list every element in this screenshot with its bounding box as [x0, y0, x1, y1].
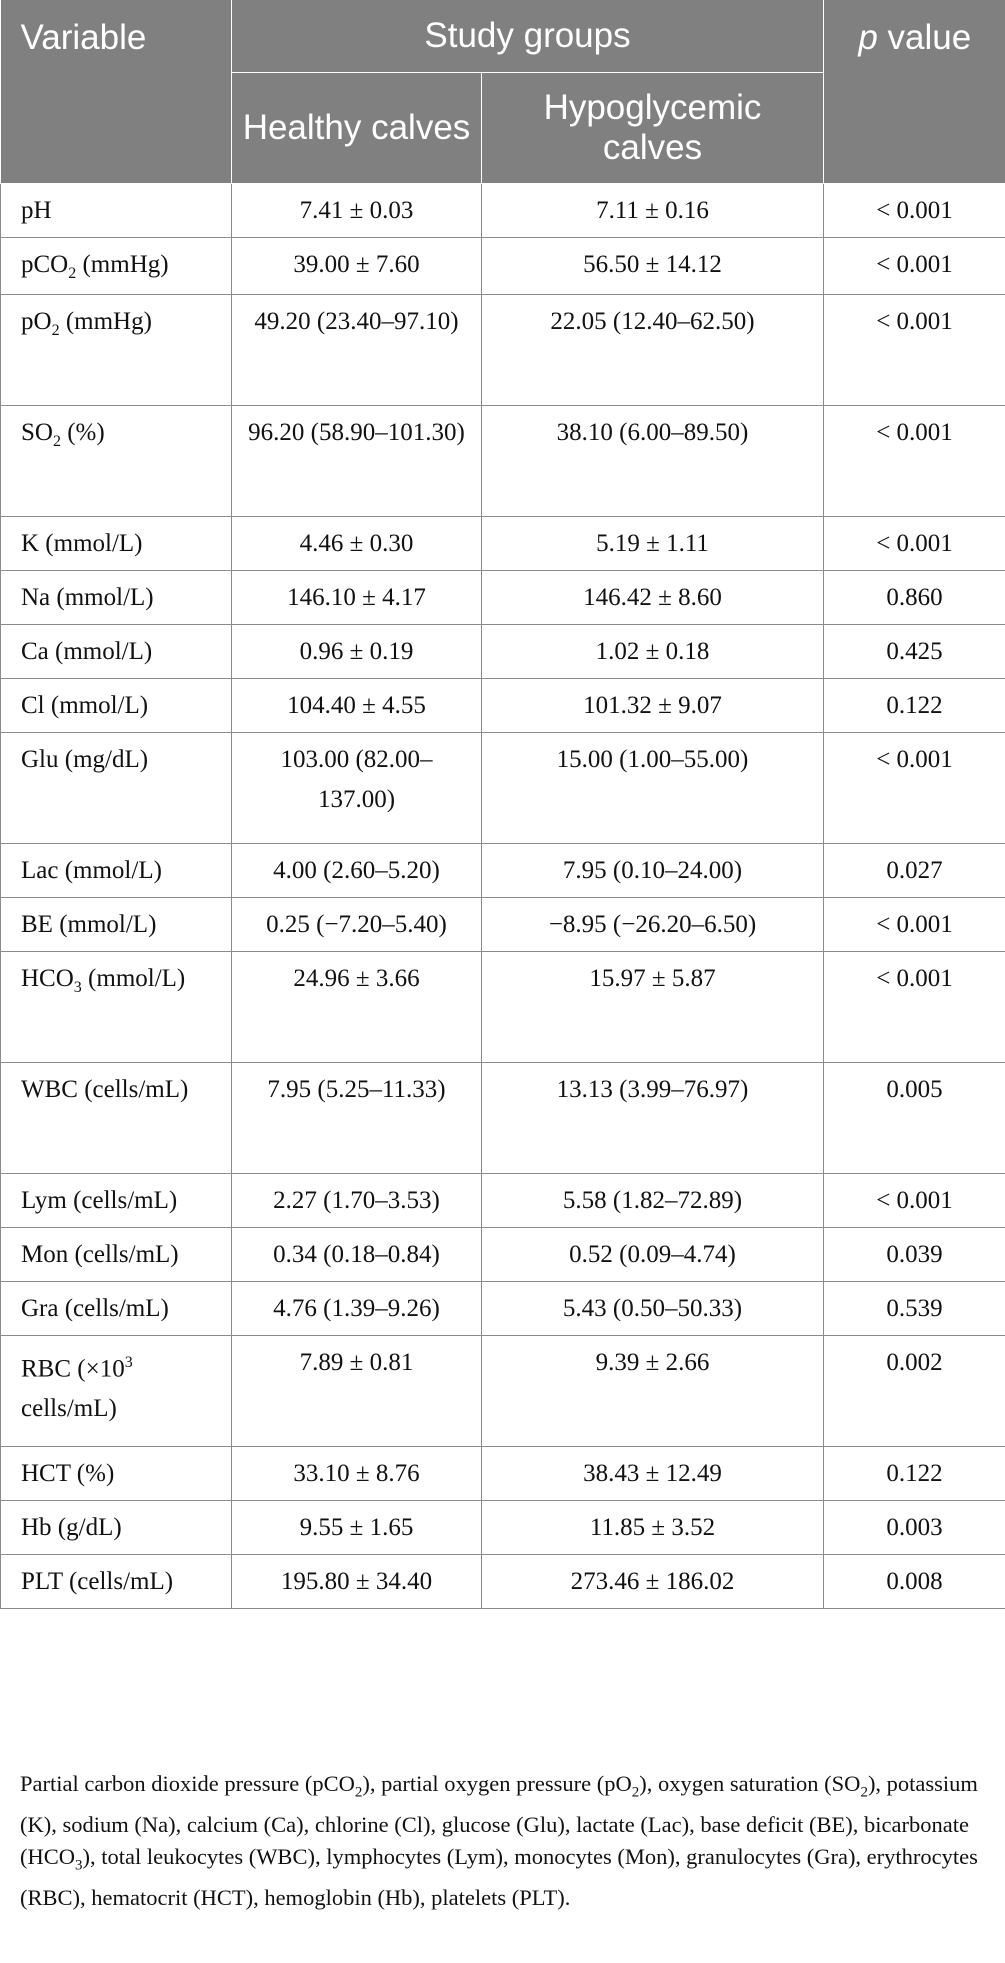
p-value-cell: 0.860	[824, 571, 1005, 625]
variable-cell	[1, 184, 232, 238]
variable-cell	[1, 1174, 232, 1228]
hypoglycemic-value-cell: 0.52 (0.09–4.74)	[482, 1228, 824, 1282]
variable-unit: (mmHg)	[59, 308, 152, 335]
variable-name: PLT (cells/mL)	[21, 1568, 174, 1595]
p-value-cell: < 0.001	[824, 1174, 1005, 1228]
variable-cell	[1, 517, 232, 571]
header-hypoglycemic-calves: Hypoglycemic calves	[482, 73, 824, 184]
variable-name: Cl (mmol/L)	[21, 692, 149, 719]
table-row	[1, 1447, 1005, 1501]
header-variable: Variable	[1, 0, 232, 184]
hypoglycemic-value-cell: 1.02 ± 0.18	[482, 625, 824, 679]
variable-cell	[1, 1447, 232, 1501]
variable-name: pCO	[21, 251, 69, 278]
table-row	[1, 295, 1005, 406]
table-row	[1, 1063, 1005, 1174]
variable-name: HCT (%)	[21, 1460, 115, 1487]
p-value-cell: 0.003	[824, 1501, 1005, 1555]
p-value-cell: 0.039	[824, 1228, 1005, 1282]
header-p-word: value	[877, 18, 972, 57]
hypoglycemic-value-cell: 273.46 ± 186.02	[482, 1555, 824, 1609]
footnote-subscript: 2	[631, 1784, 640, 1801]
p-value-cell: < 0.001	[824, 406, 1005, 517]
table-header	[1, 0, 1005, 184]
variable-unit: cells/mL)	[21, 1395, 117, 1423]
healthy-value-cell: 104.40 ± 4.55	[232, 679, 482, 733]
variable-unit: (mmHg)	[76, 251, 169, 278]
hypoglycemic-value-cell: 5.19 ± 1.11	[482, 517, 824, 571]
p-value-cell: 0.425	[824, 625, 1005, 679]
table-row	[1, 406, 1005, 517]
footnote-subscript: 2	[860, 1784, 868, 1801]
p-value-cell: 0.002	[824, 1336, 1005, 1447]
variable-name: pO	[21, 308, 52, 335]
hypoglycemic-value-cell: 5.58 (1.82–72.89)	[482, 1174, 824, 1228]
variable-cell	[1, 1228, 232, 1282]
variable-subscript: 2	[68, 265, 77, 282]
variable-cell	[1, 898, 232, 952]
healthy-value-cell: 4.00 (2.60–5.20)	[232, 844, 482, 898]
variable-name: Lac (mmol/L)	[21, 857, 162, 884]
p-value-cell: < 0.001	[824, 733, 1005, 844]
p-value-cell: < 0.001	[824, 898, 1005, 952]
table-row	[1, 571, 1005, 625]
p-value-cell: < 0.001	[824, 238, 1005, 295]
healthy-value-cell: 2.27 (1.70–3.53)	[232, 1174, 482, 1228]
table-row	[1, 1501, 1005, 1555]
variable-unit: (%)	[60, 419, 105, 446]
table-row	[1, 1228, 1005, 1282]
header-healthy-calves: Healthy calves	[232, 73, 482, 184]
hypoglycemic-value-cell: 9.39 ± 2.66	[482, 1336, 824, 1447]
variable-cell	[1, 406, 232, 517]
healthy-value-cell: 103.00 (82.00–137.00)	[232, 733, 482, 844]
table-row	[1, 1336, 1005, 1447]
healthy-value-cell: 96.20 (58.90–101.30)	[232, 406, 482, 517]
table-row	[1, 517, 1005, 571]
footnote-text: ), potassium (K), sodium (Na), calcium (Ca), chlorine (Cl), glucose (Glu), lactate (Lac), base deficit (BE), bicarbonate (HCO	[20, 1771, 978, 1869]
hypoglycemic-value-cell: 5.43 (0.50–50.33)	[482, 1282, 824, 1336]
table-footnote	[20, 1768, 990, 1913]
variable-cell	[1, 295, 232, 406]
p-value-cell: 0.005	[824, 1063, 1005, 1174]
p-value-cell: 0.122	[824, 679, 1005, 733]
hypoglycemic-value-cell: 15.00 (1.00–55.00)	[482, 733, 824, 844]
footnote-subscript: 2	[354, 1784, 363, 1801]
table-row	[1, 844, 1005, 898]
header-p-value	[824, 0, 1005, 184]
p-value-cell: 0.122	[824, 1447, 1005, 1501]
variable-cell	[1, 1063, 232, 1174]
variable-name: Glu (mg/dL)	[21, 746, 149, 773]
table-row	[1, 1555, 1005, 1609]
variable-cell	[1, 1501, 232, 1555]
table-row	[1, 952, 1005, 1063]
healthy-value-cell: 4.46 ± 0.30	[232, 517, 482, 571]
variable-cell	[1, 844, 232, 898]
p-value-cell: 0.027	[824, 844, 1005, 898]
healthy-value-cell: 0.96 ± 0.19	[232, 625, 482, 679]
footnote-text: ), oxygen saturation (SO	[639, 1771, 861, 1796]
footnote-text: ), total leukocytes (WBC), lymphocytes (Lym), monocytes (Mon), granulocytes (Gra), erythrocytes (RBC), hematocrit (HCT), hemoglobin (Hb), platelets (PLT).	[20, 1843, 978, 1910]
hypoglycemic-value-cell: −8.95 (−26.20–6.50)	[482, 898, 824, 952]
healthy-value-cell: 4.76 (1.39–9.26)	[232, 1282, 482, 1336]
variable-subscript: 2	[51, 322, 60, 339]
header-p-letter: p	[858, 18, 878, 57]
healthy-value-cell: 7.41 ± 0.03	[232, 184, 482, 238]
variable-name: Lym (cells/mL)	[21, 1187, 178, 1214]
table-row	[1, 679, 1005, 733]
variable-name: K (mmol/L)	[21, 530, 143, 557]
hypoglycemic-value-cell: 22.05 (12.40–62.50)	[482, 295, 824, 406]
hypoglycemic-value-cell: 38.43 ± 12.49	[482, 1447, 824, 1501]
table-row	[1, 238, 1005, 295]
variable-cell	[1, 952, 232, 1063]
hypoglycemic-value-cell: 38.10 (6.00–89.50)	[482, 406, 824, 517]
p-value-cell: < 0.001	[824, 184, 1005, 238]
variable-cell	[1, 1555, 232, 1609]
hypoglycemic-value-cell: 7.11 ± 0.16	[482, 184, 824, 238]
variable-cell	[1, 625, 232, 679]
p-value-cell: 0.539	[824, 1282, 1005, 1336]
variable-name: Hb (g/dL)	[21, 1514, 122, 1541]
table-row	[1, 733, 1005, 844]
footnote-text: Partial carbon dioxide pressure (pCO	[20, 1771, 355, 1796]
p-value-cell: < 0.001	[824, 517, 1005, 571]
healthy-value-cell: 7.89 ± 0.81	[232, 1336, 482, 1447]
healthy-value-cell: 24.96 ± 3.66	[232, 952, 482, 1063]
variable-name: BE (mmol/L)	[21, 911, 157, 938]
variable-name: RBC (×10	[21, 1355, 125, 1383]
table-row	[1, 1282, 1005, 1336]
healthy-value-cell: 195.80 ± 34.40	[232, 1555, 482, 1609]
variable-cell	[1, 733, 232, 844]
hypoglycemic-value-cell: 146.42 ± 8.60	[482, 571, 824, 625]
variable-name: SO	[21, 419, 53, 446]
table-row	[1, 1174, 1005, 1228]
healthy-value-cell: 9.55 ± 1.65	[232, 1501, 482, 1555]
variable-name: WBC (cells/mL)	[21, 1076, 189, 1103]
healthy-value-cell: 0.25 (−7.20–5.40)	[232, 898, 482, 952]
footnote-text: ), partial oxygen pressure (pO	[362, 1771, 632, 1796]
footnote-subscript: 3	[75, 1857, 83, 1873]
hypoglycemic-value-cell: 15.97 ± 5.87	[482, 952, 824, 1063]
hypoglycemic-value-cell: 101.32 ± 9.07	[482, 679, 824, 733]
healthy-value-cell: 0.34 (0.18–0.84)	[232, 1228, 482, 1282]
table-body	[1, 184, 1005, 1609]
variable-cell	[1, 1336, 232, 1447]
variable-name: Ca (mmol/L)	[21, 638, 153, 665]
variable-name: Mon (cells/mL)	[21, 1241, 179, 1268]
table-row	[1, 184, 1005, 238]
variable-name: pH	[21, 197, 52, 224]
p-value-cell: < 0.001	[824, 295, 1005, 406]
variable-cell	[1, 238, 232, 295]
healthy-value-cell: 39.00 ± 7.60	[232, 238, 482, 295]
p-value-cell: 0.008	[824, 1555, 1005, 1609]
table-row	[1, 898, 1005, 952]
variable-cell	[1, 679, 232, 733]
variable-subscript: 3	[73, 979, 82, 996]
hypoglycemic-value-cell: 56.50 ± 14.12	[482, 238, 824, 295]
hypoglycemic-value-cell: 13.13 (3.99–76.97)	[482, 1063, 824, 1174]
hypoglycemic-value-cell: 7.95 (0.10–24.00)	[482, 844, 824, 898]
hypoglycemic-value-cell: 11.85 ± 3.52	[482, 1501, 824, 1555]
variable-unit: (mmol/L)	[81, 965, 186, 992]
healthy-value-cell: 7.95 (5.25–11.33)	[232, 1063, 482, 1174]
variable-cell	[1, 571, 232, 625]
variable-name: HCO	[21, 965, 74, 992]
table-row	[1, 625, 1005, 679]
variable-superscript: 3	[124, 1354, 133, 1371]
variable-name: Gra (cells/mL)	[21, 1295, 169, 1322]
p-value-cell: < 0.001	[824, 952, 1005, 1063]
variable-cell	[1, 1282, 232, 1336]
healthy-value-cell: 49.20 (23.40–97.10)	[232, 295, 482, 406]
healthy-value-cell: 146.10 ± 4.17	[232, 571, 482, 625]
variable-subscript: 2	[52, 433, 61, 450]
healthy-value-cell: 33.10 ± 8.76	[232, 1447, 482, 1501]
header-study-groups: Study groups	[232, 0, 824, 73]
variable-name: Na (mmol/L)	[21, 584, 154, 611]
